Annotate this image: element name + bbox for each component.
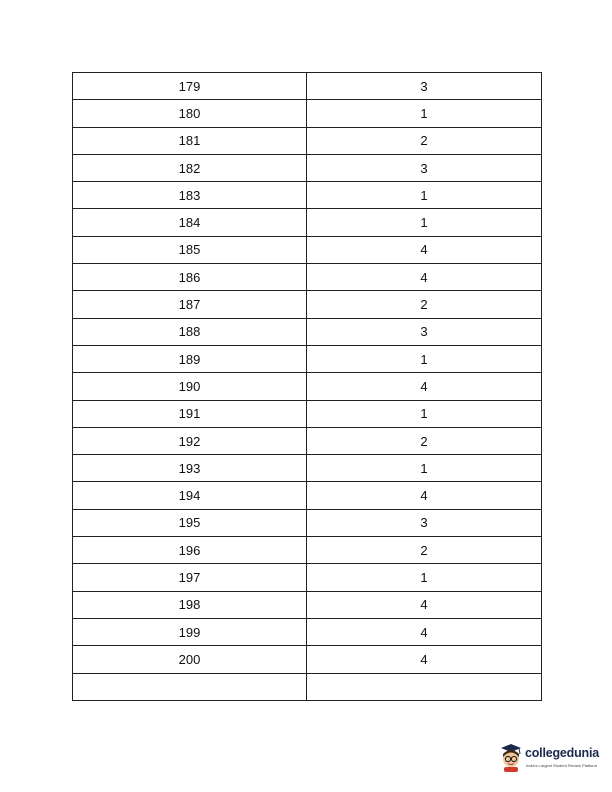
table-row (73, 482, 542, 509)
question-number-cell: 195 (73, 509, 307, 536)
question-number-cell: 182 (73, 154, 307, 181)
answer-cell (307, 673, 542, 700)
question-number-cell: 183 (73, 182, 307, 209)
brand-tagline: India's Largest Student Review Platform (526, 763, 598, 768)
question-number-cell: 184 (73, 209, 307, 236)
table-row (73, 455, 542, 482)
answer-cell: 2 (307, 427, 542, 454)
table-row (73, 182, 542, 209)
answer-cell: 1 (307, 100, 542, 127)
question-number-cell: 197 (73, 564, 307, 591)
question-number-cell: 180 (73, 100, 307, 127)
answer-key-body (73, 73, 542, 701)
answer-cell: 2 (307, 537, 542, 564)
answer-cell: 3 (307, 318, 542, 345)
mascot-icon (498, 742, 524, 772)
answer-cell: 4 (307, 236, 542, 263)
table-row (73, 618, 542, 645)
answer-cell: 4 (307, 264, 542, 291)
table-row (73, 154, 542, 181)
table-row (73, 373, 542, 400)
table-row (73, 509, 542, 536)
answer-cell: 4 (307, 646, 542, 673)
table-row (73, 591, 542, 618)
answer-cell: 4 (307, 482, 542, 509)
table-row (73, 537, 542, 564)
table-row (73, 236, 542, 263)
answer-cell: 4 (307, 591, 542, 618)
answer-cell: 1 (307, 564, 542, 591)
question-number-cell: 199 (73, 618, 307, 645)
table-row (73, 427, 542, 454)
answer-key-table (72, 72, 542, 701)
answer-cell: 4 (307, 618, 542, 645)
question-number-cell: 196 (73, 537, 307, 564)
table-row (73, 73, 542, 100)
question-number-cell: 194 (73, 482, 307, 509)
question-number-cell: 198 (73, 591, 307, 618)
collegedunia-logo (498, 742, 608, 776)
table-row (73, 345, 542, 372)
answer-cell: 4 (307, 373, 542, 400)
answer-cell: 1 (307, 182, 542, 209)
table-row (73, 646, 542, 673)
table-row (73, 264, 542, 291)
question-number-cell: 190 (73, 373, 307, 400)
table-row (73, 564, 542, 591)
question-number-cell (73, 673, 307, 700)
answer-cell: 3 (307, 154, 542, 181)
question-number-cell: 191 (73, 400, 307, 427)
answer-cell: 1 (307, 455, 542, 482)
table-row (73, 100, 542, 127)
question-number-cell: 187 (73, 291, 307, 318)
answer-cell: 1 (307, 209, 542, 236)
question-number-cell: 189 (73, 345, 307, 372)
answer-cell: 3 (307, 509, 542, 536)
answer-cell: 2 (307, 291, 542, 318)
question-number-cell: 181 (73, 127, 307, 154)
table-row (73, 673, 542, 700)
question-number-cell: 192 (73, 427, 307, 454)
question-number-cell: 200 (73, 646, 307, 673)
answer-cell: 1 (307, 345, 542, 372)
question-number-cell: 188 (73, 318, 307, 345)
question-number-cell: 193 (73, 455, 307, 482)
answer-cell: 3 (307, 73, 542, 100)
table-row (73, 209, 542, 236)
question-number-cell: 179 (73, 73, 307, 100)
table-row (73, 318, 542, 345)
table-row (73, 291, 542, 318)
brand-name: collegedunia (525, 746, 600, 760)
answer-cell: 1 (307, 400, 542, 427)
table-row (73, 400, 542, 427)
table-row (73, 127, 542, 154)
question-number-cell: 185 (73, 236, 307, 263)
answer-cell: 2 (307, 127, 542, 154)
question-number-cell: 186 (73, 264, 307, 291)
